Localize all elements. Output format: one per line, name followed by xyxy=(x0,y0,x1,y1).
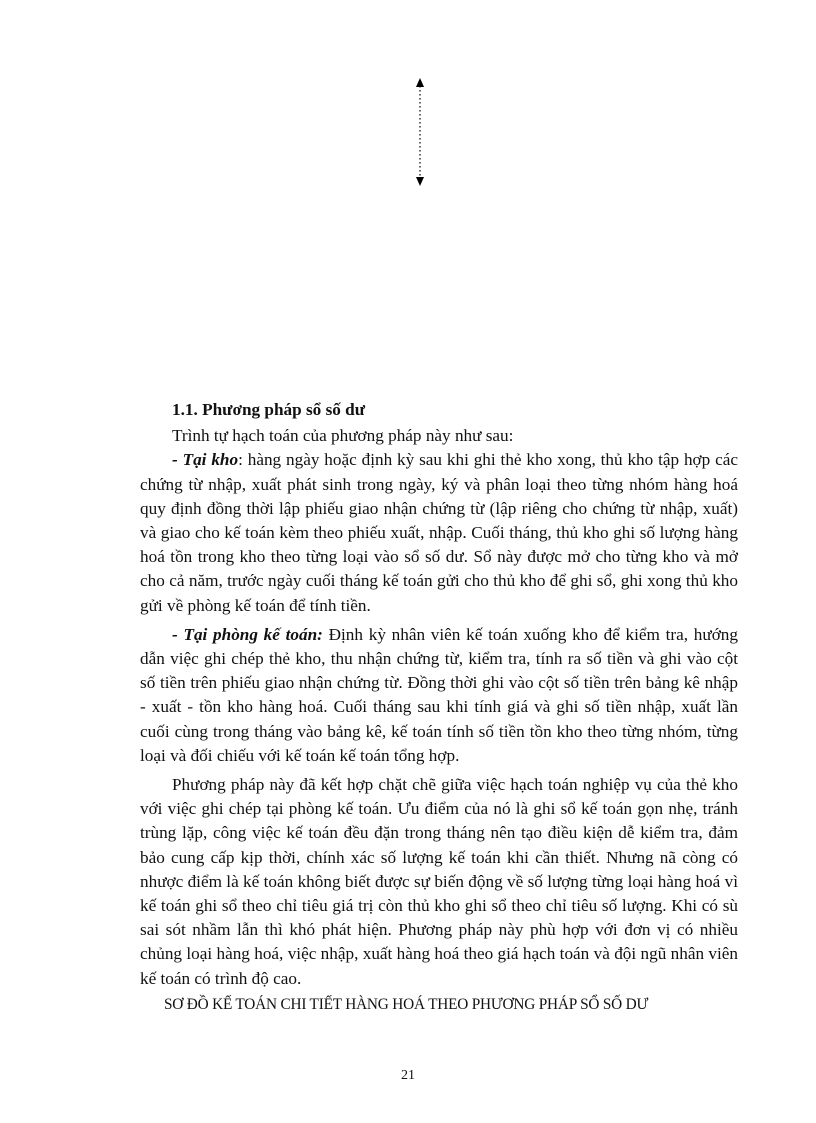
phong-ke-toan-text: Định kỳ nhân viên kế toán xuống kho để kiểm tra, hướng dẫn việc ghi chép thẻ kho, thu nhận chứng từ, kiểm tra, tính ra số tiền và ghi vào cột số tiền trên phiếu giao nhận chứng từ. Đồng thời ghi vào cột số tiền trên bảng kê nhập - xuất - tồn kho hàng hoá. Cuối tháng sau khi tính giá và ghi số tiền nhập, xuất lần cuối cùng trong tháng vào bảng kê, kế toán tính số tiền tồn kho theo từng nhóm, từng loại và đối chiếu với kế toán kế toán tổng hợp. xyxy=(140,624,738,765)
diagram-title: SƠ ĐỒ KẾ TOÁN CHI TIẾT HÀNG HOÁ THEO PHƯƠNG PHÁP SỔ SỐ DƯ xyxy=(164,995,649,1013)
kho-paragraph xyxy=(140,448,738,617)
document-body xyxy=(140,398,738,1017)
evaluation-paragraph: Phương pháp này đã kết hợp chặt chẽ giữa việc hạch toán nghiệp vụ của thẻ kho với việc ghi chép tại phòng kế toán. Ưu điểm của nó là ghi sổ kế toán gọn nhẹ, tránh trùng lặp, công việc kế toán đều đặn trong tháng nên tạo điều kiện dễ kiểm tra, đảm bảo cung cấp kịp thời, chính xác số lượng kế toán khi cần thiết. Nhưng nã còng có nhược điểm là kế toán không biết được sự biến động về số lượng từng loại hàng hoá vì kế toán ghi sổ theo chỉ tiêu giá trị còn thủ kho ghi sổ theo chỉ tiêu số lượng. Khi có sù sai sót nhầm lẫn thì khó phát hiện. Phương pháp này phù hợp với đơn vị có nhiều chủng loại hàng hoá, việc nhập, xuất hàng hoá theo giá hạch toán và đội ngũ nhân viên kế toán có trình độ cao. xyxy=(140,775,738,988)
double-arrow-dotted-connector xyxy=(410,76,430,188)
section-heading: 1.1. Phương pháp sổ số dư xyxy=(172,400,366,419)
kho-lead: - Tại kho xyxy=(172,450,239,470)
page-number: 21 xyxy=(401,1068,415,1083)
phong-ke-toan-lead: - Tại phòng kế toán: xyxy=(172,624,323,644)
kho-text: : hàng ngày hoặc định kỳ sau khi ghi thẻ kho xong, thủ kho tập hợp các chứng từ nhập, xuất phát sinh trong ngày, ký và phân loại theo từng nhóm hàng hoá quy định đồng thời lập phiếu giao nhận chứng từ (lập riêng cho chứng từ nhập, xuất) và giao cho kế toán kèm theo phiếu xuất, nhập. Cuối tháng, thủ kho ghi số lượng hàng hoá tồn trong kho theo từng loại vào sổ số dư. Sổ này được mở cho từng kho và mở cho cả năm, trước ngày cuối tháng kế toán gửi cho thủ kho để ghi sổ, ghi xong thủ kho gửi về phòng kế toán để tính tiền. xyxy=(140,450,738,615)
phong-ke-toan-paragraph xyxy=(140,623,738,768)
intro-paragraph: Trình tự hạch toán của phương pháp này như sau: xyxy=(172,426,514,446)
